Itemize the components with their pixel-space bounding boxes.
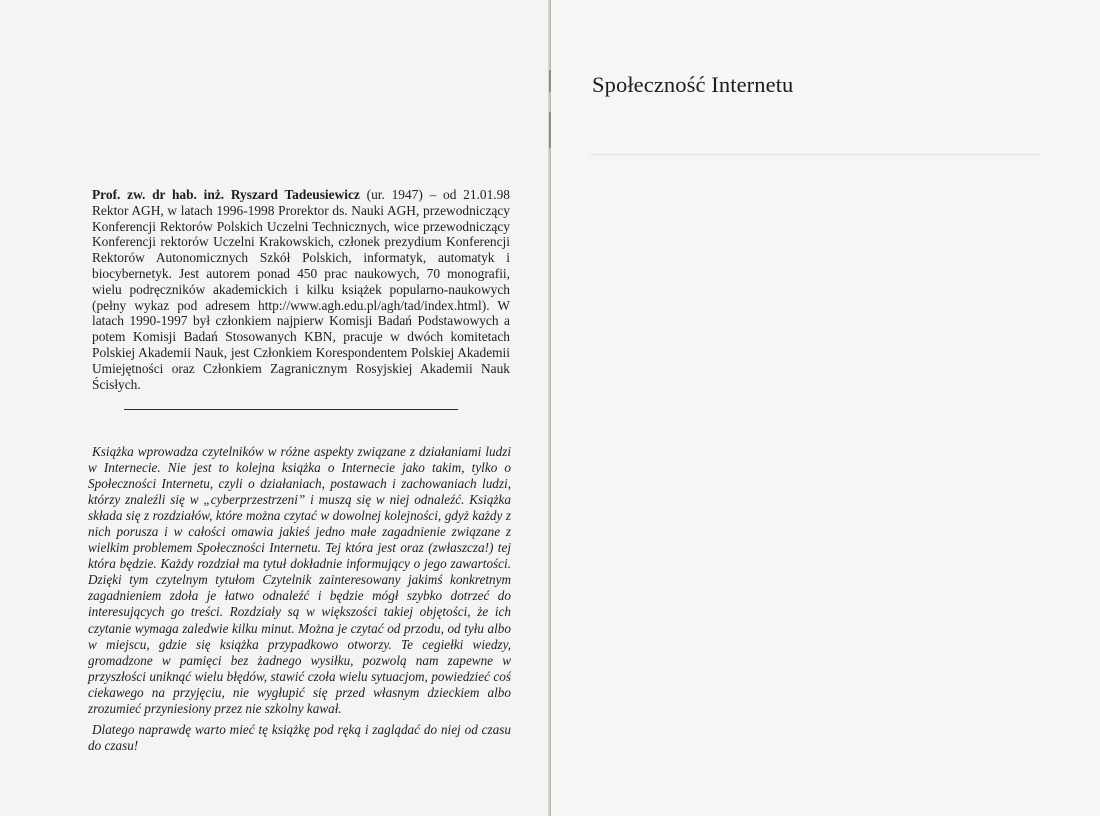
author-biography (92, 187, 510, 392)
book-title: Społeczność Internetu (592, 72, 794, 97)
right-page (551, 0, 1100, 816)
section-divider (124, 409, 458, 410)
book-blurb-closing: Dlatego naprawdę warto mieć tę książkę pod ręką i zaglądać do niej od czasu do czasu! (88, 722, 511, 754)
title-rule (590, 154, 1040, 155)
biography-text: (ur. 1947) – od 21.01.98 Rektor AGH, w latach 1996-1998 Prorektor ds. Nauki AGH, przewodniczący Konferencji Rektorów Polskich Uczelni Technicznych, wice przewodniczący Konferencji rektorów Uczelni Krakowskich, członek prezydium Konferencji Rektorów Autonomicznych Szkół Polskich, informatyk, automatyk i biocybernetyk. Jest autorem ponad 450 prac naukowych, 70 monografii, wielu podręczników akademickich i kilku książek popularno-naukowych (pełny wykaz pod adresem http://www.agh.edu.pl/agh/tad/index.html). W latach 1990-1997 był członkiem najpierw Komisji Badań Podstawowych a potem Komisji Badań Stosowanych KBN, pracuje w dwóch komitetach Polskiej Akademii Nauk, jest Członkiem Korespondentem Polskiej Akademii Umiejętności oraz Członkiem Zagranicznym Rosyjskiej Akademii Nauk Ścisłych. (92, 187, 510, 392)
book-blurb: Książka wprowadza czytelników w różne aspekty związane z działaniami ludzi w Internecie. Nie jest to kolejna książka o Internecie jako takim, tylko o Społeczności Internetu, czyli o działaniach, postawach i zachowaniach ludzi, którzy znaleźli się w „cyberprzestrzeni” i muszą się w niej odnaleźć. Książka składa się z rozdziałów, które można czytać w dowolnej kolejności, gdyż każdy z nich porusza i w całości omawia jakieś jedno małe zagadnienie związane z wielkim problemem Społeczności Internetu. Tej która jest oraz (zwłaszcza!) tej która będzie. Każdy rozdział ma tytuł dokładnie informujący o jego zawartości. Dzięki tym czytelnym tytułom Czytelnik zainteresowany jakimś konkretnym zagadnieniem zdoła je łatwo odnaleźć i będzie mógł szybko dotrzeć do interesujących go treści. Rozdziały są w większości takiej objętości, że ich czytanie wymaga zaledwie kilku minut. Można je czytać od przodu, od tyłu albo w miejscu, gdzie się książka przypadkowo otworzy. Te cegiełki wiedzy, gromadzone w pamięci bez żadnego wysiłku, pozwolą nam zapewne w przyszłości uniknąć wielu błędów, stawić czoła wielu sytuacjom, powiedzieć coś ciekawego na przyjęciu, nie wygłupić się przed własnym dzieckiem albo zrozumieć przyniesiony przez nie szkolny kawał. (88, 444, 511, 716)
author-name: Prof. zw. dr hab. inż. Ryszard Tadeusiewicz (92, 187, 360, 202)
